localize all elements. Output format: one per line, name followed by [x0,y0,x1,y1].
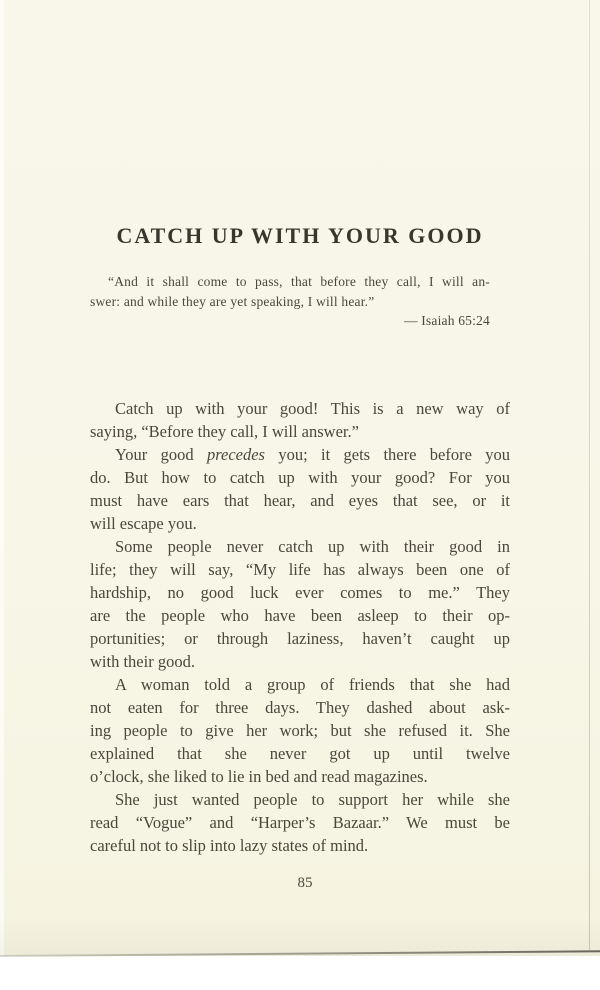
text-run: Some people never catch up with their good in [115,536,510,556]
body-line [90,719,510,742]
body-line [90,811,510,834]
body-line [90,604,510,627]
body-line [90,466,510,489]
page-content [90,0,510,893]
body-line [90,535,510,558]
paragraph [90,535,510,673]
text-run: with their good. [90,651,195,671]
body-line [90,627,510,650]
epigraph-lines [90,272,490,311]
body-line [90,696,510,719]
text-run: o’clock, she liked to lie in bed and read magazines. [90,766,428,786]
text-run: Your good [115,444,207,464]
epigraph-line [90,292,490,312]
text-run: life; they will say, “My life has always been one of [90,559,510,579]
page-left-margin-strip [0,0,4,956]
text-run: portunities; or through laziness, haven’t caught up [90,628,510,648]
text-run: She just wanted people to support her while she [115,789,510,809]
text-run: swer: and while they are yet speaking, I will hear.” [90,293,375,309]
text-run: A woman told a group of friends that she had [115,674,510,694]
text-run: explained that she never got up until twelve [90,743,510,763]
text-run: you; it gets there before you [264,444,510,464]
chapter-title: CATCH UP WITH YOUR GOOD [116,223,484,248]
text-run: not eaten for three days. They dashed about ask- [90,697,510,717]
body-line [90,765,510,788]
emphasized-text: precedes [206,444,265,464]
page-number: 85 [297,874,313,891]
body-line [90,397,510,420]
text-run: are the people who have been asleep to their op- [90,605,510,625]
text-run: careful not to slip into lazy states of mind. [90,835,369,855]
body-line [90,558,510,581]
body-line [90,489,510,512]
text-run: do. But how to catch up with your good? For you [90,467,510,487]
body-line [90,443,510,466]
text-run: must have ears that hear, and eyes that see, or it [90,490,510,510]
body-text [90,397,510,857]
page-right-edge-line [589,0,590,950]
text-run: Catch up with your good! This is a new way of [115,398,510,418]
body-line [90,834,510,857]
paragraph [90,673,510,788]
body-line [90,788,510,811]
epigraph-line [90,272,490,292]
text-run: ing people to give her work; but she refused it. She [90,720,510,740]
body-line [90,673,510,696]
epigraph [90,272,490,331]
epigraph-attribution: — Isaiah 65:24 [403,313,490,328]
paragraph [90,397,510,443]
body-line [90,742,510,765]
body-line [90,650,510,673]
body-line [90,512,510,535]
paragraph [90,443,510,535]
text-run: saying, “Before they call, I will answer.” [90,421,359,441]
text-run: read “Vogue” and “Harper’s Bazaar.” We must be [90,812,510,832]
body-line [90,581,510,604]
text-run: hardship, no good luck ever comes to me.” They [90,582,510,602]
body-line [90,420,510,443]
text-run: “And it shall come to pass, that before they call, I will an- [108,274,490,289]
paragraph [90,788,510,857]
text-run: will escape you. [90,513,197,533]
